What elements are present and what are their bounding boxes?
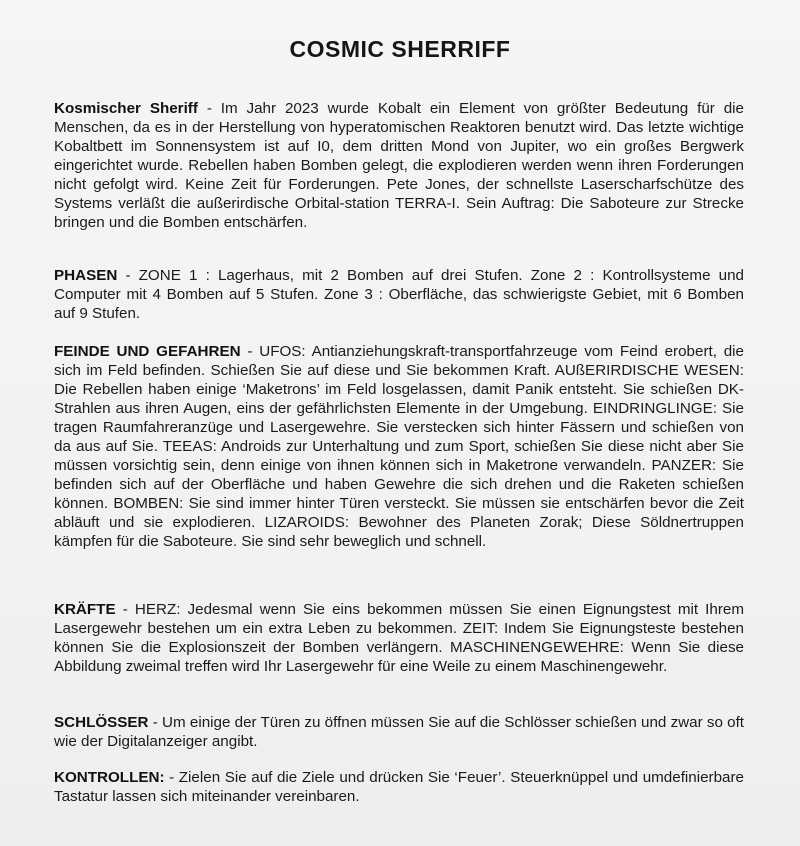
document-title: COSMIC SHERRIFF — [289, 36, 511, 62]
section-heading: KRÄFTE — [54, 601, 116, 618]
section-body: Im Jahr 2023 wurde Kobalt ein Element von größter Bedeutung für die Menschen, da es in der Herstellung von hyperatomischen Reaktoren benutzt wird. Das letzte wichtige Kobaltbett im Sonnensystem ist auf I0, dem dritten Mond von Jupiter, wo ein großes Bergwerk eingerichtet wurde. Rebellen haben Bomben gelegt, die explodieren werden wenn ihren Forderungen nicht gefolgt wird. Keine Zeit für Forderungen. Pete Jones, der schnellste Laserscharfschütze des Systems verläßt die außerirdische Orbital-station TERRA-I. Sein Auftrag: Die Saboteure zur Strecke bringen und die Bomben entschärfen. — [54, 100, 745, 231]
section-heading: KONTROLLEN: — [54, 769, 165, 786]
section-body: Zielen Sie auf die Ziele und drücken Sie ‘Feuer’. Steuerknüppel und umdefinierbare Tastatur lassen sich miteinander vereinbaren. — [54, 769, 745, 805]
section-body: ZONE 1 : Lagerhaus, mit 2 Bomben auf drei Stufen. Zone 2 : Kontrollsysteme und Computer mit 4 Bomben auf 5 Stufen. Zone 3 : Oberfläche, das schwierigste Gebiet, mit 6 Bomben auf 9 Stufen. — [54, 267, 745, 322]
section-separator: - — [148, 714, 163, 731]
section-separator: - — [240, 343, 260, 360]
section-heading: PHASEN — [54, 267, 118, 284]
section-feinde-und-gefahren — [54, 342, 744, 551]
section-body: HERZ: Jedesmal wenn Sie eins bekommen müssen Sie einen Eignungstest mit Ihrem Lasergewehr bestehen um ein extra Leben zu bekommen. ZEIT: Indem Sie Eignungsteste bestehen können Sie die Explosionszeit der Bomben verlängern. MASCHINENGEWEHRE: Wenn Sie diese Abbildung zweimal treffen wird Ihr Lasergewehr für eine Weile zu einem Maschinengewehr. — [54, 601, 744, 675]
section-kosmischer-sheriff — [54, 99, 744, 232]
section-separator: - — [197, 100, 221, 117]
section-separator: - — [164, 769, 179, 786]
section-separator: - — [117, 267, 139, 284]
section-heading: FEINDE UND GEFAHREN — [54, 343, 241, 360]
section-schloesser — [54, 713, 744, 751]
section-body: UFOS: Antianziehungskraft-transportfahrzeuge vom Feind erobert, die sich im Feld befinden. Schießen Sie auf diese und Sie bekommen Kraft. AUßERIRDISCHE WESEN: Die Rebellen haben einige ‘Maketrons’ im Feld losgelassen, damit Panik entsteht. Sie schießen DK-Strahlen aus ihren Augen, eins der gefährlichsten Elemente in der Umgebung. EINDRINGLINGE: Sie tragen Raumfahreranzüge und Lasergewehre. Sie verstecken sich hinter Fässern und schießen von da aus auf Sie. TEEAS: Androids zur Unterhaltung und zum Sport, schießen Sie diese nicht aber Sie müssen vorsichtig sein, denn einige von ihnen können sich in Maketrone verwandeln. PANZER: Sie befinden sich auf der Oberfläche und haben Gewehre die sich drehen und die Raketen schießen können. BOMBEN: Sie sind immer hinter Türen versteckt. Sie müssen sie entschärfen bevor die Zeit abläuft und sie explodieren. LIZAROIDS: Bewohner des Planeten Zorak; Diese Söldnertruppen kämpfen für die Saboteure. Sie sind sehr beweglich und schnell. — [54, 343, 745, 550]
section-heading: Kosmischer Sheriff — [54, 100, 198, 117]
section-body: Um einige der Türen zu öffnen müssen Sie auf die Schlösser schießen und zwar so oft wie der Digitalanzeiger angibt. — [54, 714, 745, 750]
section-kontrollen — [54, 768, 744, 806]
section-phasen — [54, 266, 744, 323]
section-heading: SCHLÖSSER — [54, 714, 149, 731]
section-kraefte — [54, 600, 744, 676]
section-separator: - — [115, 601, 135, 618]
